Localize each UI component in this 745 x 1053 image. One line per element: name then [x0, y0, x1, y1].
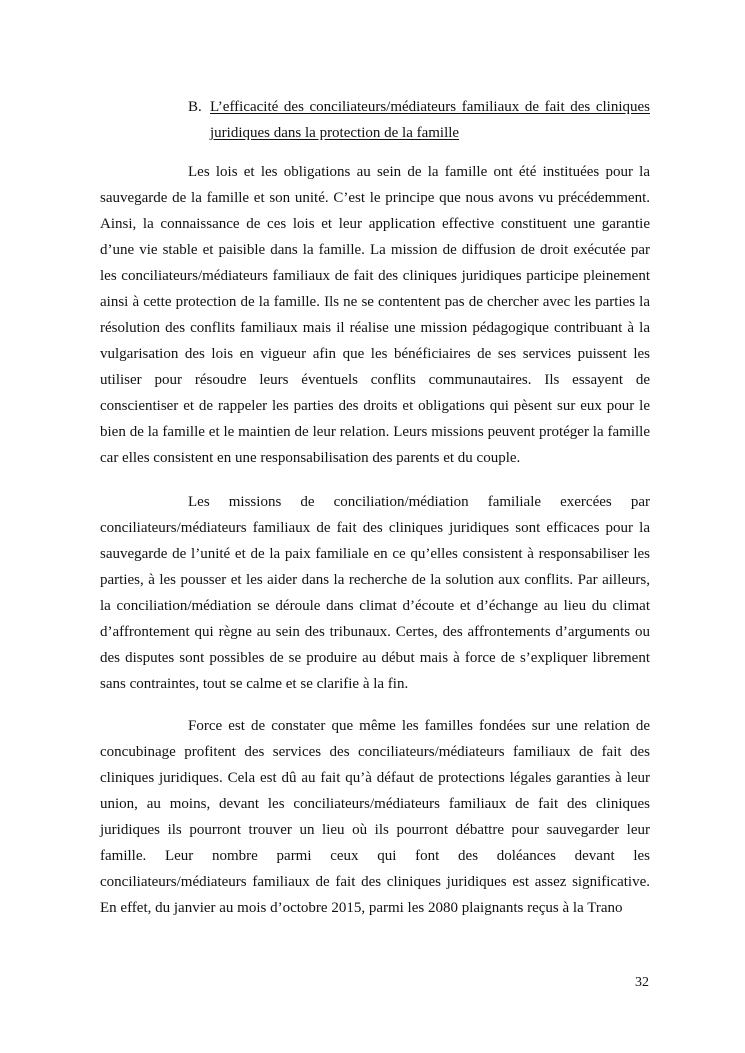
body-paragraph: Force est de constater que même les familles fondées sur une relation de concubinage profitent des services des conciliateurs/médiateurs familiaux de fait des cliniques juridiques. Cela est dû au fait qu’à défaut de protections légales garanties à leur union, au moins, devant les conciliateurs/médiateurs familiaux de fait des cliniques juridiques ils pourront trouver un lieu où ils pourront débattre pour sauvegarder leur famille. Leur nombre parmi ceux qui font des doléances devant les conciliateurs/médiateurs familiaux de fait des cliniques juridiques est assez significative. En effet, du janvier au mois d’octobre 2015, parmi les 2080 plaignants reçus à la Trano: [100, 718, 650, 916]
body-paragraph: Les lois et les obligations au sein de la famille ont été instituées pour la sauvegarde de la famille et son unité. C’est le principe que nous avons vu précédemment. Ainsi, la connaissance de ces lois et leur application effective constituent une garantie d’une vie stable et paisible dans la famille. La mission de diffusion de droit exécutée par les conciliateurs/médiateurs familiaux de fait des cliniques juridiques participe pleinement ainsi à cette protection de la famille. Ils ne se contentent pas de chercher avec les parties la résolution des conflits familiaux mais il réalise une mission pédagogique contribuant à la vulgarisation des lois en vigueur afin que les bénéficiaires de ses services puissent les utiliser pour résoudre leurs éventuels conflits communautaires. Ils essayent de conscientiser et de rappeler les parties des droits et obligations qui pèsent sur eux pour le bien de la famille et le maintien de leur relation. Leurs missions peuvent protéger la famille car elles consistent en une responsabilisation des parents et du couple.: [100, 164, 650, 466]
section-letter: B.: [188, 99, 202, 115]
page-number: 32: [635, 975, 649, 990]
section-heading: [188, 94, 650, 146]
body-paragraph: Les missions de conciliation/médiation familiale exercées par conciliateurs/médiateurs familiaux de fait des cliniques juridiques sont efficaces pour la sauvegarde de l’unité et de la paix familiale en ce qu’elles consistent à responsabiliser les parties, à les pousser et les aider dans la recherche de la solution aux conflits. Par ailleurs, la conciliation/médiation se déroule dans climat d’écoute et d’échange au lieu du climat d’affrontement qui règne au sein des tribunaux. Certes, des affrontements d’arguments ou des disputes sont possibles de se produire au début mais à force de s’expliquer librement sans contraintes, tout se calme et se clarifie à la fin.: [100, 494, 650, 692]
section-title: L’efficacité des conciliateurs/médiateurs familiaux de fait des cliniques juridiques dans la protection de la famille: [210, 99, 650, 141]
